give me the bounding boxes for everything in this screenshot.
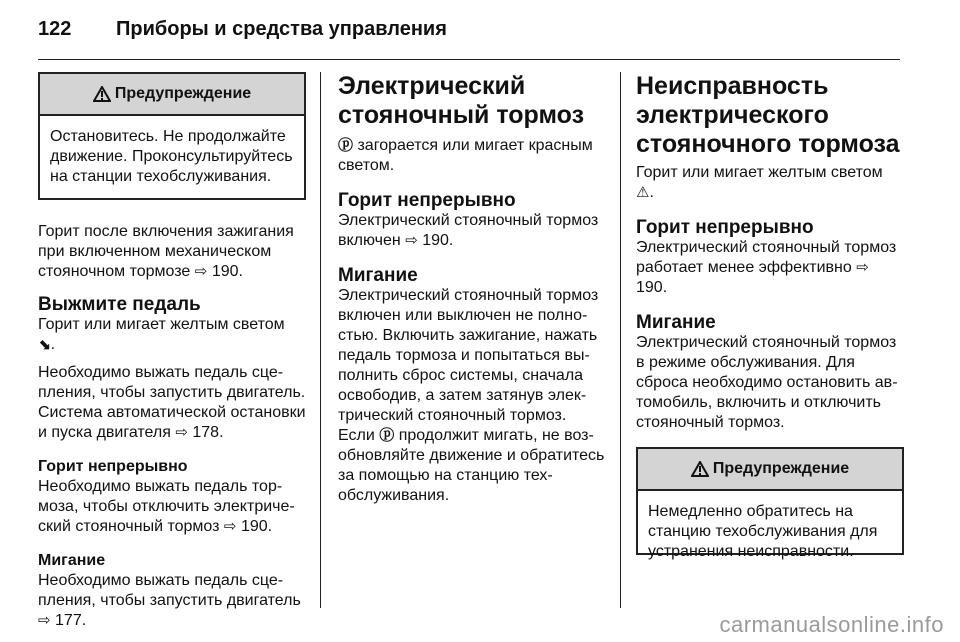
clutch-pedal-icon: ⬊ [38, 336, 51, 353]
column-3 [636, 72, 904, 560]
warning-triangle-icon [691, 461, 709, 477]
paragraph: ⓟ загорается или мигает красным светом. [338, 137, 593, 174]
column-divider-2 [620, 72, 621, 608]
warning-triangle-icon [93, 86, 111, 102]
section-heading: Выжмите педаль [38, 294, 201, 315]
paragraph: Горит после включения зажигания при включенном механическом стояночном тормозе ⇨ 190. [38, 223, 294, 280]
paragraph: Необходимо выжать педаль тормоза, чтобы отключить электрический стояночный тормоз ⇨ 190. [38, 478, 295, 535]
paragraph: Если ⓟ продолжит мигать, не возобновляйте движение и обратитесь за помощью на станцию техобслуживания. [338, 427, 605, 504]
paragraph: Необходимо выжать педаль сцепления, чтобы запустить двигатель ⇨ 177. [38, 572, 301, 629]
reference-arrow-icon: ⇨ [223, 518, 237, 535]
warning-text: Остановитесь. Не продолжайте движение. Проконсультируйтесь на станции техобслуживания. [50, 128, 293, 185]
column-2 [338, 72, 606, 506]
section-heading: Мигание [338, 265, 418, 286]
warning-header [40, 74, 304, 116]
warning-box [636, 447, 904, 560]
section-heading: Горит непрерывно [338, 190, 516, 211]
sub-heading: Горит непрерывно [38, 458, 188, 475]
paragraph: Горит или мигает желтым светом ⚠. [636, 164, 883, 201]
paragraph: Необходимо выжать педаль сцепления, чтобы запустить двигатель. Система автоматической остановки и пуска двигателя ⇨ 178. [38, 364, 306, 441]
paragraph: Электрический стояночный тормоз в режиме обслуживания. Для сброса необходимо остановить автомобиль, включить и отключить стояночный тормоз. [636, 334, 898, 431]
warning-text: Немедленно обратитесь на станцию техобслуживания для устранения неисправности. [648, 503, 878, 560]
reference-arrow-icon: ⇨ [405, 232, 418, 249]
reference-arrow-icon: ⇨ [175, 424, 188, 441]
column-1 [38, 72, 306, 631]
section-heading: Мигание [636, 312, 716, 333]
column-divider-1 [320, 72, 321, 608]
warning-box [38, 72, 306, 200]
warning-title: Предупреждение [712, 460, 850, 477]
paragraph: Электрический стояночный тормоз включен или выключен не полностью. Включить зажигание, нажать педаль тормоза и попытаться выполнить сброс системы, сначала освободив, а затем затянув электрический стояночный тормоз. [338, 287, 599, 424]
section-title: Неисправность электрического стояночного тормоза [636, 72, 900, 158]
sub-heading: Мигание [38, 552, 106, 569]
paragraph: Электрический стояночный тормоз работает менее эффективно ⇨ 190. [636, 239, 897, 296]
section-title: Электрический стояночный тормоз [338, 72, 585, 129]
reference-arrow-icon: ⇨ [38, 612, 51, 629]
brake-fault-icon: ⚠ [636, 184, 650, 201]
page-number: 122 [38, 18, 72, 40]
reference-arrow-icon: ⇨ [856, 259, 869, 276]
section-heading: Горит непрерывно [636, 217, 814, 238]
parking-brake-icon: ⓟ [338, 137, 354, 154]
reference-arrow-icon: ⇨ [194, 263, 208, 280]
page-title: Приборы и средства управления [116, 18, 447, 40]
paragraph: Горит или мигает желтым светом ⬊. [38, 316, 285, 353]
watermark: carmanualsonline.info [719, 612, 944, 637]
paragraph: Электрический стояночный тормоз включен ⇨ 190. [338, 212, 599, 249]
page-header [38, 18, 447, 48]
warning-title: Предупреждение [114, 85, 252, 102]
header-rule [38, 59, 900, 60]
parking-brake-icon: ⓟ [379, 427, 395, 444]
warning-header [638, 449, 902, 491]
